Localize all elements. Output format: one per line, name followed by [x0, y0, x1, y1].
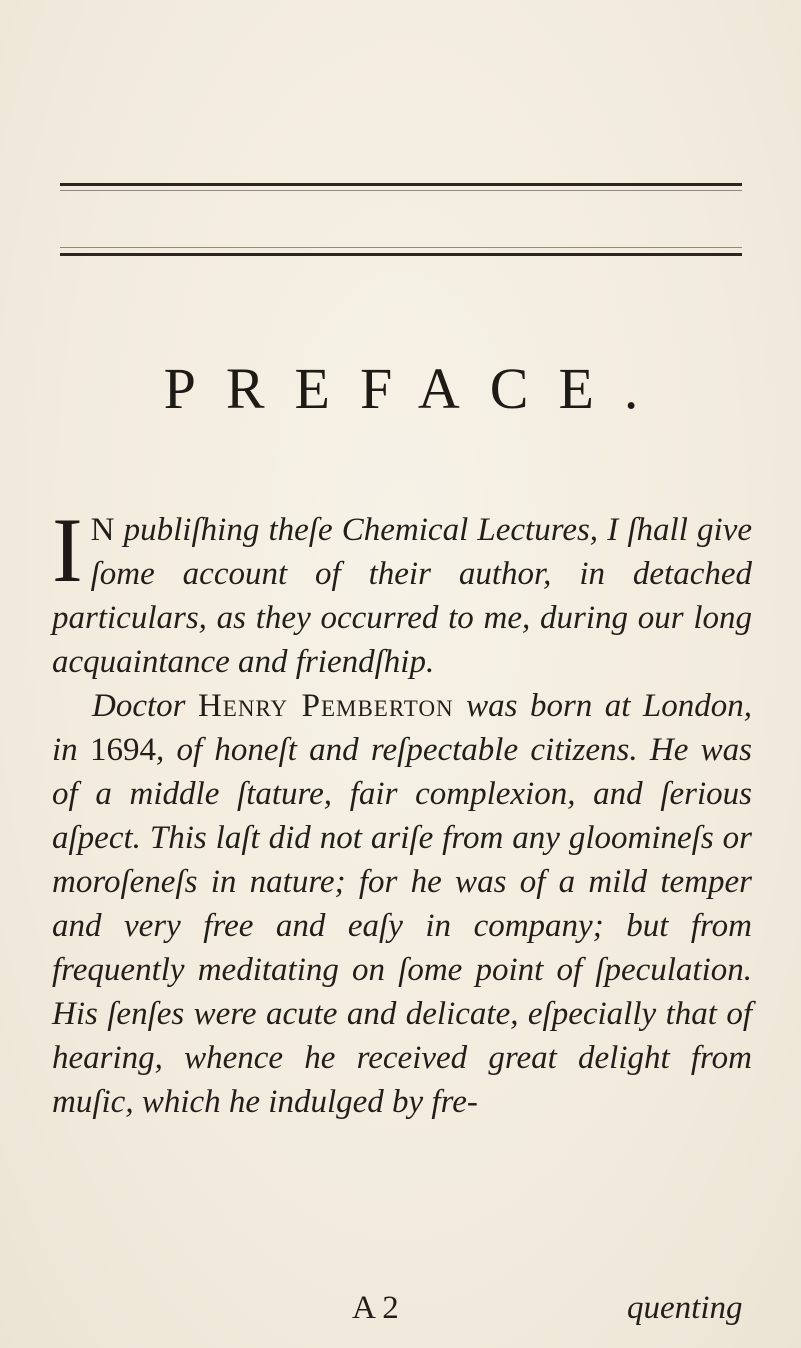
preface-body: [52, 499, 753, 1124]
drop-cap: I: [52, 499, 83, 601]
paragraph-2-text-a: was born at London, in: [52, 688, 753, 768]
birth-year: 1694: [89, 732, 156, 768]
signature-mark: A 2: [352, 1290, 399, 1326]
catchword: quenting: [627, 1290, 743, 1326]
header-rule-bottom-thin: [60, 247, 742, 248]
author-name: Henry Pemberton: [197, 688, 454, 724]
header-rule-top-thin: [60, 190, 742, 191]
header-rule-top: [60, 183, 742, 186]
paragraph-1-text: publiſhing theſe Chemical Lectures, I ſhall give ſome account of their author, in detached particulars, as they occurred to me, during our long acquaintance and friendſhip.: [52, 512, 752, 680]
paragraph-1: [52, 499, 752, 684]
page-title: PREFACE.: [163, 356, 669, 421]
paragraph-2-text-b: , of honeſt and reſpectable citizens. He was of a middle ſtature, fair complexion, and ſerious aſpect. This laſt did not ariſe from any gloomineſs or moroſeneſs in nature; for he was of a mild temper and very free and eaſy in company; but from frequently meditating on ſome point of ſpeculation. His ſenſes were acute and delicate, eſpecially that of hearing, whence he received great delight from muſic, which he indulged by fre-: [52, 732, 752, 1120]
paragraph-1-caps: N: [90, 512, 115, 548]
paragraph-2-lead: Doctor: [92, 688, 198, 724]
header-rule-bottom: [60, 253, 742, 256]
paragraph-2: [52, 684, 752, 1124]
